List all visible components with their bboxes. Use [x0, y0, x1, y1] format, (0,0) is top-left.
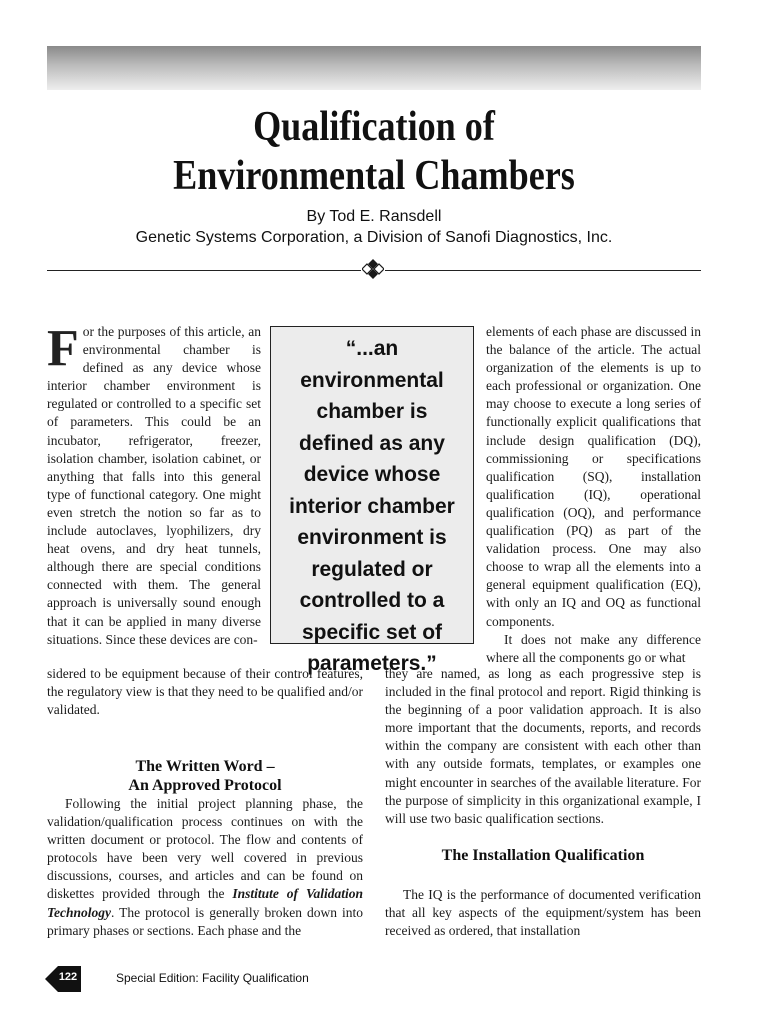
- iq-paragraph: The IQ is the performance of documented verification that all key aspects of the equipment/system has been received as ordered, that installation: [385, 887, 701, 939]
- pull-quote-text: “...an environmental chamber is defined as any device whose interior chamber environment is regulated or controlled to a specific set of parameters.”: [289, 337, 455, 675]
- diamond-ornament-icon: [362, 258, 384, 280]
- divider-left: [47, 270, 361, 271]
- section-heading-installation-qualification: The Installation Qualification: [441, 847, 645, 864]
- right-column-upper: [486, 323, 701, 667]
- institute-name: Institute of Validation Technology: [47, 886, 363, 920]
- right-paragraph-1: elements of each phase are discussed in the balance of the article. The actual organization of the elements is up to each professional or organization. One may choose to execute a long series of functionally explicit qualifications that include design qualification (DQ), commissioning or specifications qualification (SQ), installation qualification (IQ), operational qualification (OQ), and performance qualification (PQ) as part of the validation process. One may also choose to wrap all the elements into a general equipment qualification (EQ), with only an IQ and OQ as functional components.: [486, 324, 701, 629]
- drop-cap: F: [47, 320, 79, 377]
- intro-paragraph-left-column: [47, 320, 261, 649]
- article-title-line-2: Environmental Chambers: [173, 153, 575, 199]
- right-column-continuation: [385, 665, 701, 828]
- author-byline: By Tod E. Ransdell: [306, 208, 442, 225]
- protocol-paragraph-text-b: . The protocol is generally broken down into primary phases or sections. Each phase and the: [47, 904, 363, 938]
- intro-paragraph-text: or the purposes of this article, an environmental chamber is defined as any device whose interior chamber environment is regulated or controlled to a specific set of parameters. This could be an incubator, refrigerator, freezer, isolation chamber, isolation cabinet, or anything that falls into this general type of functional category. One might even stretch the notion so far as to include autoclaves, lyophilizers, dry heat ovens, and dry heat tunnels, although there are special conditions connected with them. The general approach is universally sound enough that it can be applied in many diverse situations. Since these devices are con-: [47, 324, 261, 647]
- page-number: 122: [58, 971, 78, 983]
- right-paragraph-2-start: It does not make any difference where all the components go or what: [486, 631, 701, 665]
- section-heading-written-word: [47, 738, 363, 795]
- intro-continuation-text: sidered to be equipment because of their control features, the regulatory view is that they need to be qualified and/or validated.: [47, 666, 363, 718]
- header-gradient-bar: [47, 46, 701, 90]
- intro-paragraph-continuation: [47, 665, 363, 719]
- section-heading-written-word-text: The Written Word – An Approved Protocol: [128, 758, 282, 794]
- footer-publication-label: Special Edition: Facility Qualification: [116, 971, 309, 985]
- protocol-paragraph-text-a: Following the initial project planning phase, the validation/qualification process continues on with the written document or protocol. The flow and contents of protocols have been very well covered in previous discussions, courses, and articles and can be found on diskettes provided through the: [47, 796, 363, 902]
- article-title-line-1: Qualification of: [253, 104, 495, 150]
- author-affiliation: Genetic Systems Corporation, a Division of Sanofi Diagnostics, Inc.: [135, 229, 613, 246]
- protocol-paragraph: [47, 795, 363, 940]
- right-paragraph-2-continuation: they are named, as long as each progressive step is included in the final protocol and report. Rigid thinking is the beginning of a poor validation approach. It is also more important that the documents, reports, and records within the company are consistent with each other than with any outside formats, templates, or examples one might encounter in searches of the available literature. For the purpose of simplicity in this organizational example, I will use two basic qualification sections.: [385, 666, 701, 826]
- divider-right: [385, 270, 701, 271]
- pull-quote-box: [270, 326, 474, 675]
- right-column-lower: [385, 886, 701, 940]
- left-column-lower: [47, 795, 363, 940]
